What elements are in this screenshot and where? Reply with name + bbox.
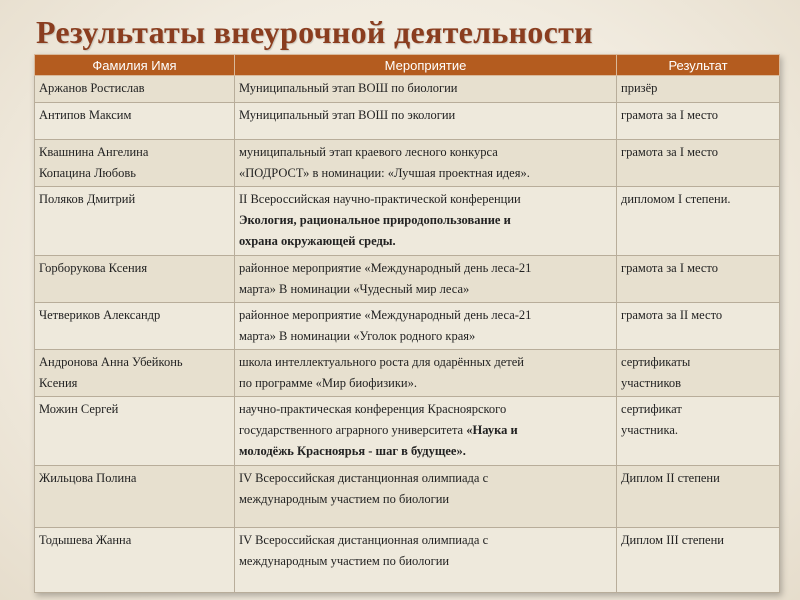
cell-result: сертификаты участников (617, 350, 780, 397)
cell-event: районное мероприятие «Международный день леса-21 марта» В номинации «Уголок родного края» (235, 303, 617, 350)
slide-title: Результаты внеурочной деятельности (36, 14, 593, 50)
table-row (35, 466, 780, 528)
cell-result: Диплом II степени (617, 466, 780, 528)
table-row (35, 350, 780, 397)
cell-name: Можин Сергей (35, 397, 235, 466)
table-row (35, 103, 780, 140)
cell-result: Диплом III степени (617, 528, 780, 593)
table-row (35, 76, 780, 103)
cell-result: дипломом I степени. (617, 187, 780, 256)
table-row (35, 256, 780, 303)
cell-result: грамота за I место (617, 140, 780, 187)
cell-name: Поляков Дмитрий (35, 187, 235, 256)
cell-name: Андронова Анна Убейконь Ксения (35, 350, 235, 397)
table-row (35, 303, 780, 350)
cell-result: сертификат участника. (617, 397, 780, 466)
table-row (35, 397, 780, 466)
cell-event: научно-практическая конференция Красноярского государственного аграрного университета «Наука и молодёжь Красноярья - шаг в будущее». (235, 397, 617, 466)
cell-name: Четвериков Александр (35, 303, 235, 350)
cell-result: призёр (617, 76, 780, 103)
results-table (34, 54, 780, 593)
cell-event: IV Всероссийская дистанционная олимпиада с международным участием по биологии (235, 466, 617, 528)
cell-name: Аржанов Ростислав (35, 76, 235, 103)
cell-event: IV Всероссийская дистанционная олимпиада с международным участием по биологии (235, 528, 617, 593)
cell-result: грамота за II место (617, 303, 780, 350)
cell-name: Тодышева Жанна (35, 528, 235, 593)
header-event: Мероприятие (235, 55, 617, 76)
cell-result: грамота за I место (617, 103, 780, 140)
cell-event: муниципальный этап краевого лесного конкурса «ПОДРОСТ» в номинации: «Лучшая проектная идея». (235, 140, 617, 187)
cell-event: Муниципальный этап ВОШ по экологии (235, 103, 617, 140)
table-row (35, 528, 780, 593)
table-header-row (35, 55, 780, 76)
table-row (35, 187, 780, 256)
header-name: Фамилия Имя (35, 55, 235, 76)
header-result: Результат (617, 55, 780, 76)
cell-result: грамота за I место (617, 256, 780, 303)
cell-name: Антипов Максим (35, 103, 235, 140)
table-row (35, 140, 780, 187)
cell-name: Горборукова Ксения (35, 256, 235, 303)
cell-event: Муниципальный этап ВОШ по биологии (235, 76, 617, 103)
cell-name: Квашнина Ангелина Копацина Любовь (35, 140, 235, 187)
cell-event: районное мероприятие «Международный день леса-21 марта» В номинации «Чудесный мир леса» (235, 256, 617, 303)
cell-event: школа интеллектуального роста для одарённых детей по программе «Мир биофизики». (235, 350, 617, 397)
cell-event: II Всероссийская научно-практической конференции Экология, рациональное природопользование и охрана окружающей среды. (235, 187, 617, 256)
cell-name: Жильцова Полина (35, 466, 235, 528)
